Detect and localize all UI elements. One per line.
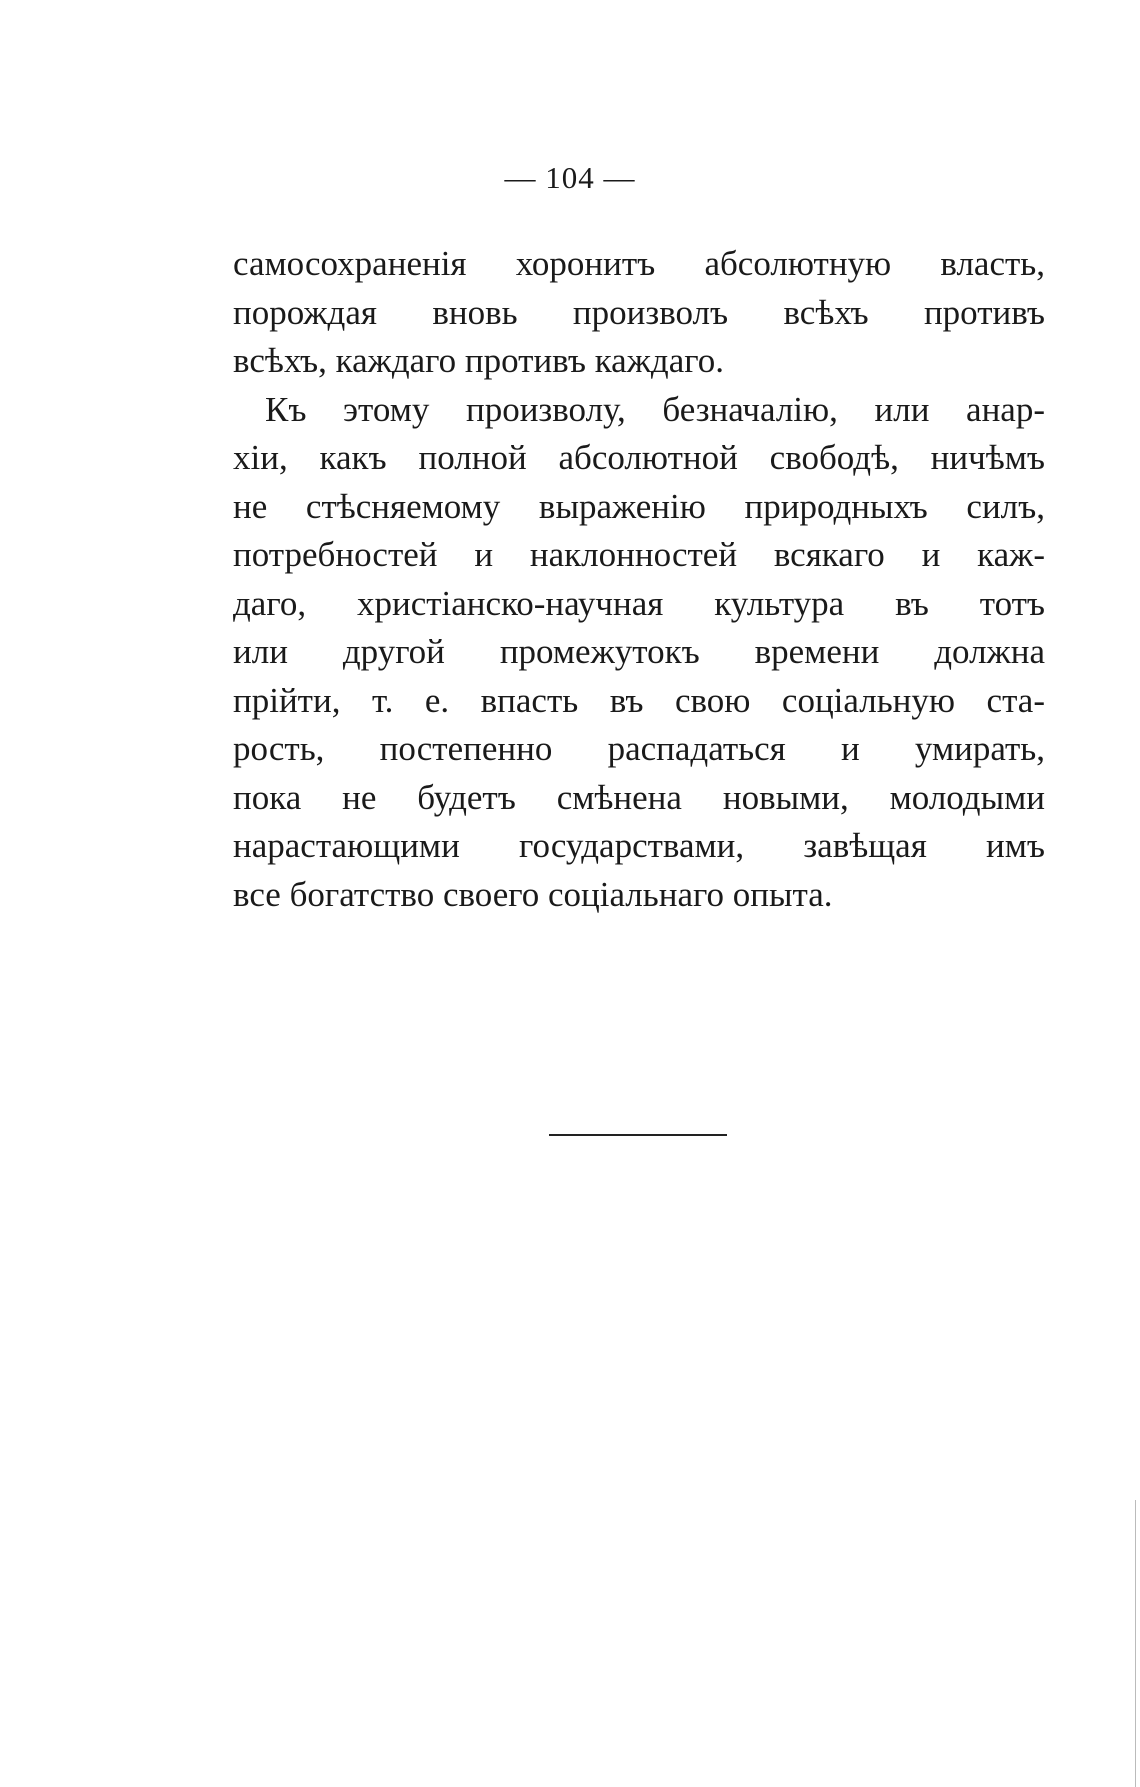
text-line: потребностей и наклонностей всякаго и каж- bbox=[233, 535, 1045, 574]
text-line: всѣхъ, каждаго противъ каждаго. bbox=[233, 341, 724, 380]
text-line: рость, постепенно распадаться и умирать, bbox=[233, 729, 1045, 768]
scan-edge-line bbox=[1135, 1500, 1136, 1787]
section-end-rule bbox=[549, 1134, 727, 1136]
text-line: все богатство своего соціальнаго опыта. bbox=[233, 874, 833, 914]
body-text bbox=[233, 240, 1045, 919]
text-line: или другой промежутокъ времени должна bbox=[233, 632, 1045, 671]
text-line: даго, христіанско-научная культура въ тотъ bbox=[233, 583, 1045, 623]
text-line: самосохраненія хоронитъ абсолютную власть, bbox=[233, 244, 1045, 283]
text-line: прійти, т. е. впасть въ свою соціальную ста- bbox=[233, 680, 1045, 720]
text-line: не стѣсняемому выраженію природныхъ силъ, bbox=[233, 486, 1045, 526]
text-line: хіи, какъ полной абсолютной свободѣ, ничѣмъ bbox=[233, 438, 1045, 477]
text-line: порождая вновь произволъ всѣхъ противъ bbox=[233, 292, 1045, 332]
text-line: нарастающими государствами, завѣщая имъ bbox=[233, 826, 1045, 865]
text-line: Къ этому произволу, безначалію, или анар- bbox=[265, 389, 1045, 429]
paragraph-1 bbox=[233, 240, 1045, 386]
paragraph-2 bbox=[233, 386, 1045, 920]
page-number-header: — 104 — bbox=[504, 160, 636, 195]
text-line: пока не будетъ смѣнена новыми, молодыми bbox=[233, 777, 1045, 817]
